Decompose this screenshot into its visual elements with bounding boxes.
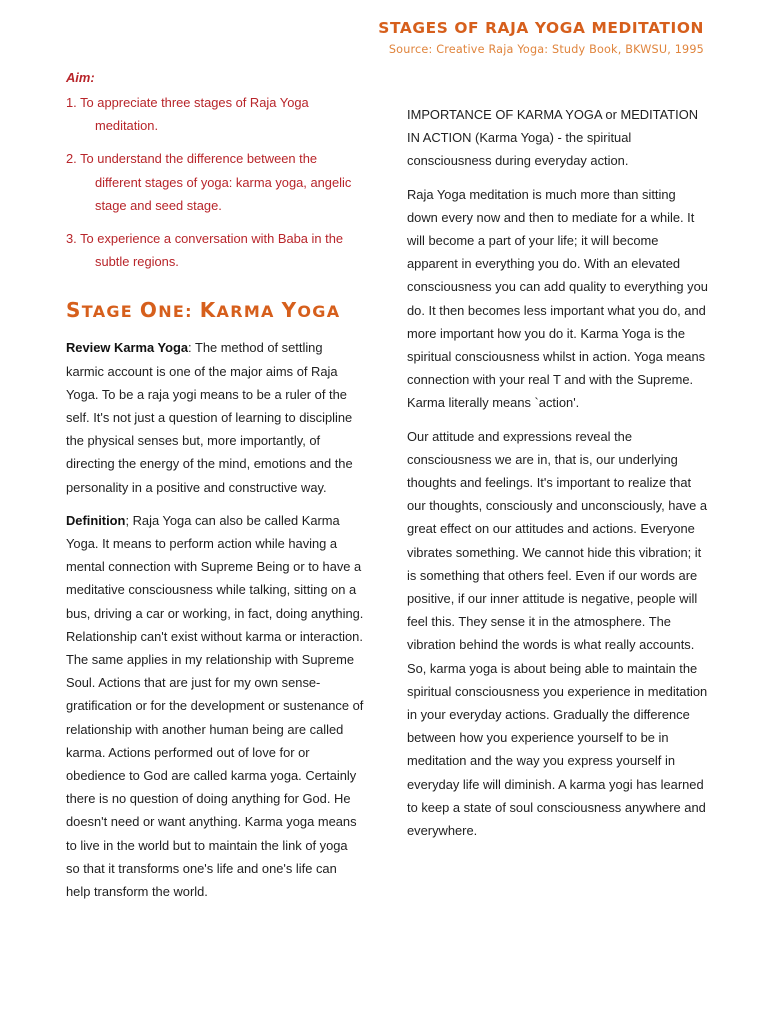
stage-one-heading: STAGE ONE: KARMA YOGA (66, 298, 341, 323)
right-column (407, 103, 709, 852)
aim-label: Aim: (66, 70, 95, 85)
definition-lead: Definition (66, 512, 126, 528)
aim-item: 3. To experience a conversation with Baba in the subtle regions. (66, 231, 344, 270)
importance-paragraph: IMPORTANCE OF KARMA YOGA or MEDITATION IN ACTION (Karma Yoga) - the spiritual consciousness during everyday action. (407, 107, 699, 169)
review-lead: Review Karma Yoga (66, 340, 189, 356)
aim-item: 2. To understand the difference between the different stages of yoga: karma yoga, angelic stage and seed stage. (66, 151, 352, 213)
aim-list (66, 91, 364, 273)
left-column (66, 68, 364, 913)
document-title: STAGES OF RAJA YOGA MEDITATION (378, 19, 704, 37)
source-citation: Source: Creative Raja Yoga: Study Book, BKWSU, 1995 (388, 43, 704, 56)
review-paragraph: Review Karma Yoga: The method of settling karmic account is one of the major aims of Raja Yoga. To be a raja yogi means to be a ruler of the self. It's not just a question of learning to discipline the physical senses but, more importantly, of directing the energy of the mind, emotions and the personality in a positive and constructive way. (66, 340, 353, 495)
aim-item: 1. To appreciate three stages of Raja Yoga meditation. (66, 95, 309, 134)
definition-paragraph: Definition; Raja Yoga can also be called Karma Yoga. It means to perform action while having a mental connection with Supreme Being or to have a meditative consciousness while talking, sitting on a bus, driving a car or working, in fact, doing anything. Relationship can't exist without karma or interaction. The same applies in my relationship with Supreme Soul. Actions that are just for my own sense-gratification or for the development or sustenance of relationship with another human being are called karma. Actions performed out of love for or obedience to God are called karma yoga. Certainly there is no question of doing anything for God. He doesn't need or want anything. Karma yoga means to live in the world but to maintain the link of yoga so that it transforms one's life and one's life can help transform the world. (66, 512, 364, 900)
body-paragraph: Raja Yoga meditation is much more than sitting down every now and then to mediate for a while. It will become a part of your life; it will become apparent in everything you do. With an elevated consciousness you can add quality to everything you do. It then becomes less important what you do, and more important how you do it. Karma Yoga is the spiritual consciousness whilst in action. Yoga means connection with your real T and with the Supreme. Karma literally means `action'. (407, 186, 708, 411)
body-paragraph: Our attitude and expressions reveal the consciousness we are in, that is, our underlying thoughts and feelings. It's important to realize that our thoughts, consciously and unconsciously, have a great effect on our attitudes and actions. Everyone vibrates something. We cannot hide this vibration; it is something that others feel. Even if our words are positive, if our inner attitude is negative, people will feel this. They sense it in the atmosphere. The vibration behind the words is what really accounts. So, karma yoga is about being able to maintain the spiritual consciousness you experience in meditation in your everyday actions. Gradually the difference between how you experience yourself to be in meditation and the way you express yourself in everyday life will diminish. A karma yogi has learned to keep a state of soul consciousness anywhere and everywhere. (407, 428, 708, 839)
